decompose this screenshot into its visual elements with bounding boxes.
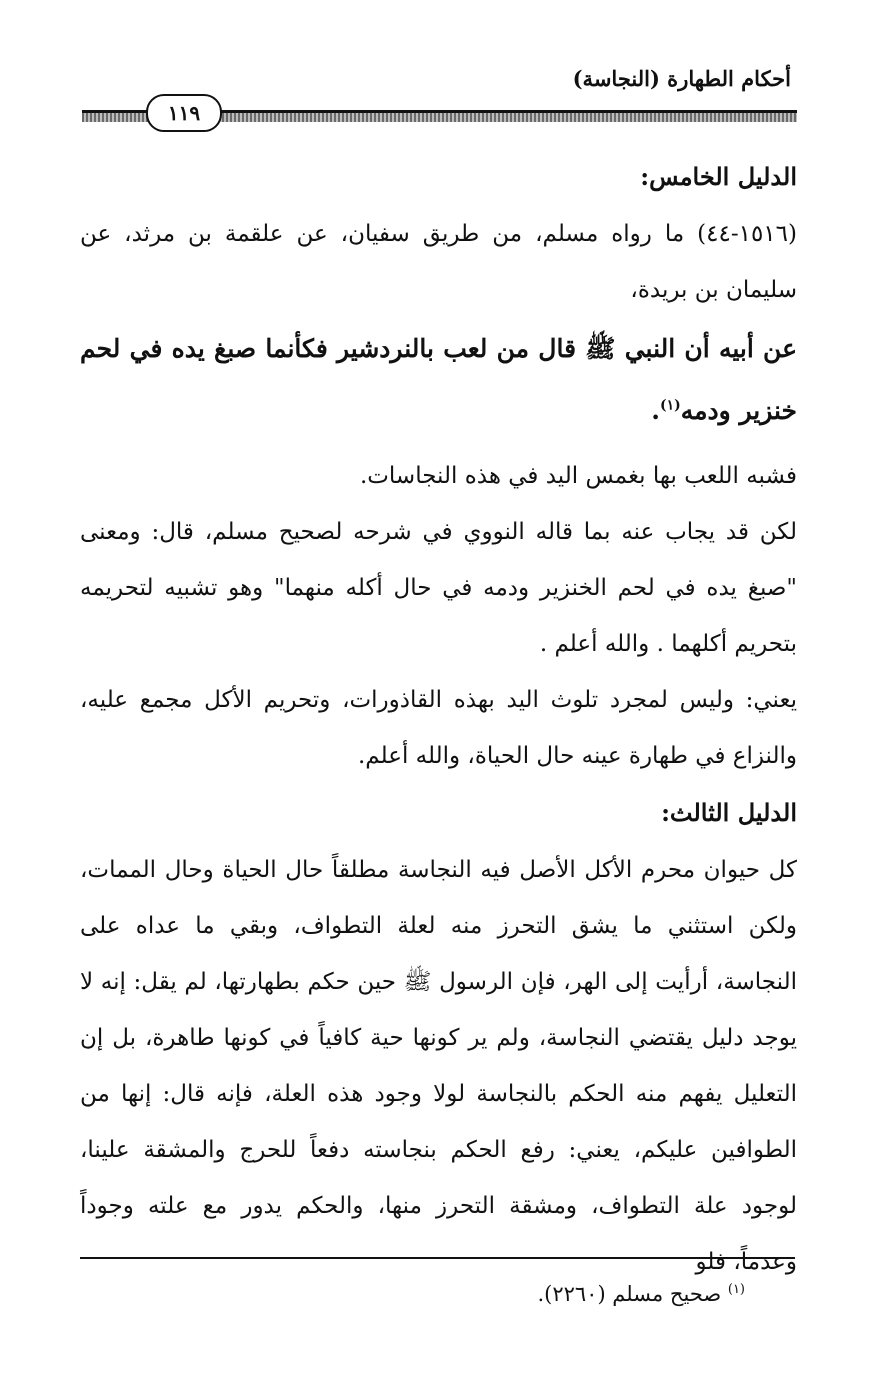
page-number-text: ١١٩ xyxy=(167,101,201,125)
paragraph-analogy: فشبه اللعب بها بغمس اليد في هذه النجاسات. xyxy=(359,463,797,489)
footnote xyxy=(537,1282,745,1306)
heading-fifth-evidence: الدليل الخامس: xyxy=(640,162,797,191)
footnote-marker: (١) xyxy=(727,1282,745,1297)
hadith-text xyxy=(80,318,797,442)
running-title: أحكام الطهارة (النجاسة) xyxy=(572,66,791,91)
footnote-rule xyxy=(80,1257,795,1259)
hadith-end: . xyxy=(651,396,660,425)
footnote-ref-1: (١) xyxy=(659,397,681,414)
page-number xyxy=(146,94,222,132)
paragraph-third-evidence: كل حيوان محرم الأكل الأصل فيه النجاسة مطلقاً حال الحياة وحال الممات، ولكن استثني ما يشق التحرز منه لعلة التطواف، وبقي ما عداه على النجاسة، أرأيت إلى الهر، فإن الرسول ﷺ حين حكم بطهارتها، لم يقل: إنه لا يوجد دليل يقتضي النجاسة، ولم ير كونها حية كافياً في كونها طاهرة، بل إن التعليل يفهم منه الحكم بالنجاسة لولا وجود هذه العلة، فإنه قال: إنها من الطوافين عليكم، يعني: رفع الحكم بنجاسته دفعاً للحرج والمشقة علينا، لوجود علة التطواف، ومشقة التحرز منها، والحكم يدور مع علته وجوداً وعدماً، فلو xyxy=(80,857,797,1275)
paragraph-nawawi: لكن قد يجاب عنه بما قاله النووي في شرحه لصحيح مسلم، قال: ومعنى "صبغ يده في لحم الخنزير ودمه في حال أكله منهما" وهو تشبيه لتحريمه بتحريم أكلهما . والله أعلم . xyxy=(80,519,797,657)
paragraph-chain: (١٥١٦-٤٤) ما رواه مسلم، من طريق سفيان، عن علقمة بن مرثد، عن سليمان بن بريدة، xyxy=(80,221,797,303)
heading-third-evidence: الدليل الثالث: xyxy=(661,798,797,827)
hadith-body: عن أبيه أن النبي ﷺ قال من لعب بالنردشير فكأنما صبغ يده في لحم خنزير ودمه xyxy=(80,334,797,425)
paragraph-explanation: يعني: وليس لمجرد تلوث اليد بهذه القاذورات، وتحريم الأكل مجمع عليه، والنزاع في طهارة عينه حال الحياة، والله أعلم. xyxy=(80,687,797,769)
main-text xyxy=(80,148,797,1290)
footnote-text: صحيح مسلم (٢٢٦٠). xyxy=(537,1282,722,1306)
